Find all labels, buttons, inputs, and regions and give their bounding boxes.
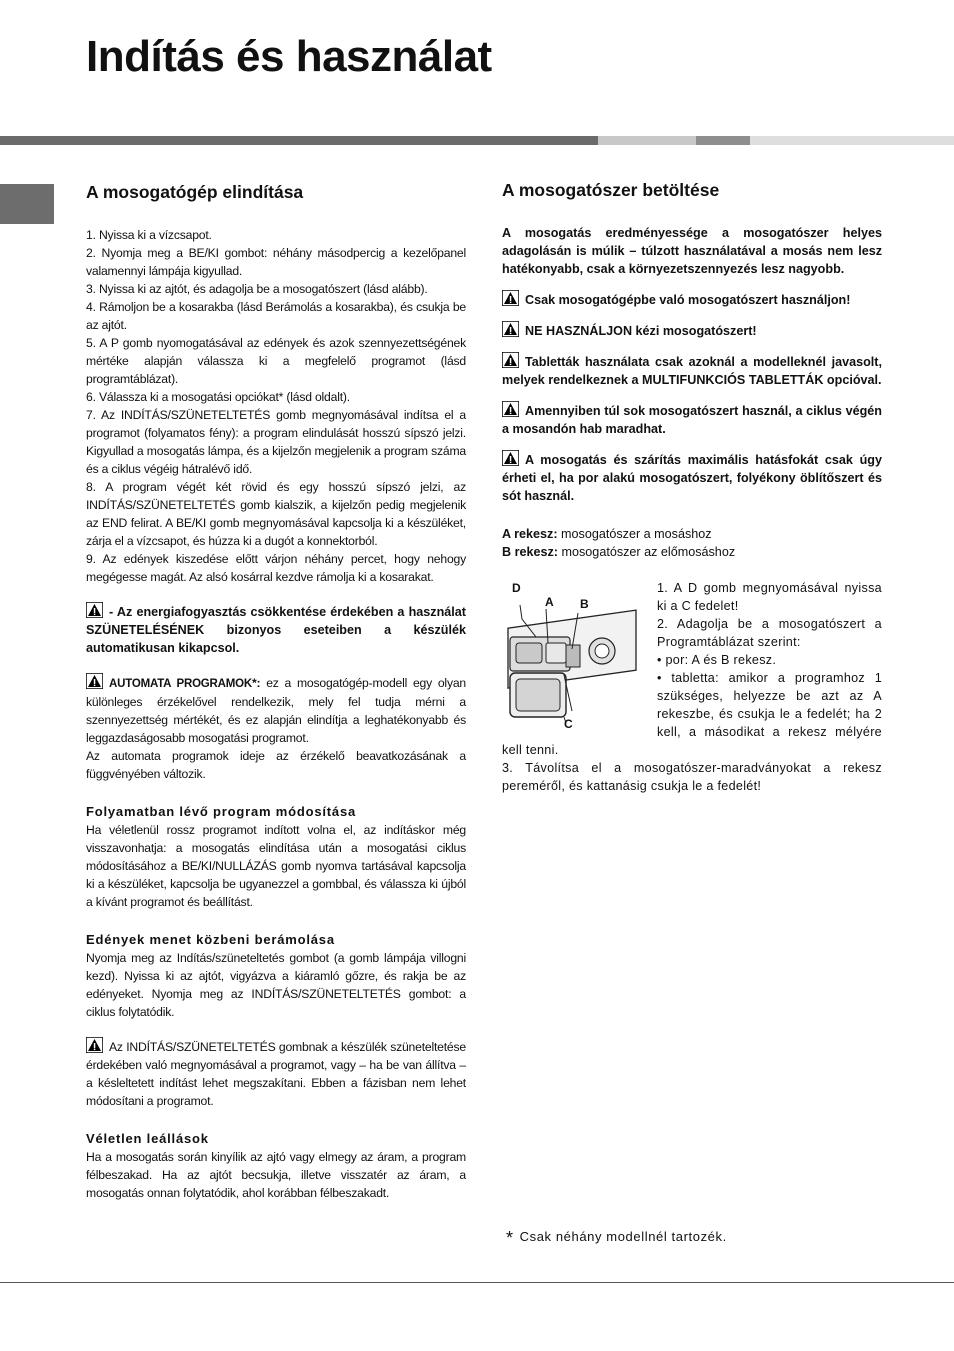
step-2: 2. Nyomja meg a BE/KI gombot: néhány másodpercig a kezelőpanel valamennyi lámpája kigyullad.: [86, 246, 466, 278]
footnote: [506, 1228, 727, 1249]
warning-no-hand-detergent: [502, 321, 882, 340]
auto-programs-text-2: Az automata programok ideje az érzékelő beavatkozásának a függvényében változik.: [86, 749, 466, 781]
warning-icon: [502, 401, 519, 417]
pause-warning-text: Az INDÍTÁS/SZÜNETELTETÉS gombnak a készülék szüneteltetése érdekében való megnyomásával a programot, vagy – ha be van állítva – a késleltetett indítást lehet megszakítani. Ebben a fázisban nem lehet módosítani a programot.: [86, 1040, 466, 1108]
pause-warning: [86, 1037, 466, 1110]
warning-dishwasher-only: [502, 290, 882, 309]
step-4: 4. Rámoljon be a kosarakba (lásd Berámolás a kosarakba), és csukja be az ajtót.: [86, 300, 466, 332]
warning-too-much: [502, 401, 882, 438]
diagram-label-d: D: [512, 581, 521, 595]
right-column: [502, 178, 882, 795]
section-tab-marker: [0, 184, 54, 224]
compartment-a: [502, 525, 882, 543]
compartment-b-label: B rekesz:: [502, 545, 559, 559]
left-column: [86, 180, 466, 1202]
warning-text-2: NE HASZNÁLJON kézi mosogatószert!: [525, 324, 757, 338]
header-rule-pale: [750, 136, 954, 145]
instruction-4: • tabletta: amikor a programhoz 1 szükséges, helyezze be azt az A rekeszbe, és csukja le a fedelét; ha 2 kell, a másodikat a rekesz mélyére kell tenni.: [502, 671, 882, 757]
auto-programs-star: *:: [252, 676, 261, 690]
warning-icon: [86, 673, 103, 689]
warning-icon: [86, 1037, 103, 1053]
auto-programs-label: AUTOMATA PROGRAMOK: [109, 678, 252, 690]
instruction-2: 2. Adagolja be a mosogatószert a Programtáblázat szerint:: [657, 617, 882, 649]
footnote-star: *: [506, 1228, 514, 1248]
header-rule-dark: [0, 136, 598, 145]
modify-heading: Folyamatban lévő program módosítása: [86, 804, 357, 819]
compartment-a-text: mosogatószer a mosáshoz: [561, 527, 712, 541]
energy-warning: [86, 602, 466, 657]
start-steps: [86, 226, 466, 586]
step-5: 5. A P gomb nyomogatásával az edények és azok szennyezettségének mértéke alapján válassza ki a megfelelő programot (lásd programtáblázat).: [86, 336, 466, 386]
header-rule-light: [598, 136, 696, 145]
warning-icon: [86, 602, 103, 618]
step-9: 9. Az edények kiszedése előtt várjon néhány percet, hogy nehogy megégesse magát. Az alsó kosárral kezdve rámolja ki a kosarakat.: [86, 552, 466, 584]
instruction-1: 1. A D gomb megnyomásával nyissa ki a C fedelet!: [657, 581, 882, 613]
compartment-a-label: A rekesz:: [502, 527, 558, 541]
step-1: 1. Nyissa ki a vízcsapot.: [86, 228, 212, 242]
instruction-5: 3. Távolítsa el a mosogatószer-maradványokat a rekesz pereméről, és kattanásig csukja le a fedelét!: [502, 761, 882, 793]
detergent-intro: A mosogatás eredményessége a mosogatószer helyes adagolásán is múlik – túlzott használatával a mosás nem lesz hatékonyabb, csak a környezetszennyezés lesz nagyobb.: [502, 226, 882, 276]
warning-icon: [502, 352, 519, 368]
load-heading: Edények menet közbeni berámolása: [86, 932, 335, 947]
footnote-text: Csak néhány modellnél tartozék.: [519, 1229, 727, 1244]
auto-programs: [86, 673, 466, 747]
stop-text: Ha a mosogatás során kinyílik az ajtó vagy elmegy az áram, a program félbeszakad. Ha az ajtót becsukja, illetve visszatér az áram, a mosogatás onnan folytatódik, ahol korábban félbeszakadt.: [86, 1150, 466, 1200]
stop-heading: Véletlen leállások: [86, 1131, 209, 1146]
warning-text-4: Amennyiben túl sok mosogatószert használ, a ciklus végén a mosandón hab maradhat.: [502, 404, 882, 436]
warning-icon: [502, 450, 519, 466]
warning-max-efficiency: [502, 450, 882, 505]
load-text: Nyomja meg az Indítás/szüneteltetés gombot (a gomb lámpája villogni kezd). Nyissa ki az ajtót, vigyázva a kiáramló gőzre, és rakja be az edényeket. Nyomja meg az INDÍTÁS/SZÜNETELTETÉS gombot: a ciklus folytatódik.: [86, 951, 466, 1019]
auto-programs-text: ez a mosogatógép-modell egy olyan különleges érzékelővel rendelkezik, mely fel tudja mérni a szennyezettség mértékét, és ez alapján elindítja a leghatékonyabb és leggazdaságosabb mosogatási programot.: [86, 676, 466, 745]
compartment-b-text: mosogatószer az előmosáshoz: [561, 545, 736, 559]
detergent-heading: A mosogatószer betöltése: [502, 180, 720, 200]
diagram-label-b: B: [580, 597, 589, 611]
step-6: 6. Válassza ki a mosogatási opciókat* (lásd oldalt).: [86, 390, 350, 404]
warning-icon: [502, 321, 519, 337]
warning-text-3: Tabletták használata csak azoknál a modelleknél javasolt, melyek rendelkeznek a MULTIFUNKCIÓS TABLETTÁK opcióval.: [502, 355, 882, 387]
instruction-3: • por: A és B rekesz.: [657, 653, 777, 667]
start-heading: A mosogatógép elindítása: [86, 182, 304, 202]
diagram-label-a: A: [545, 595, 554, 609]
warning-text-1: Csak mosogatógépbe való mosogatószert használjon!: [525, 293, 851, 307]
warning-tablets: [502, 352, 882, 389]
dispenser-section: [502, 579, 882, 795]
page-title: Indítás és használat: [86, 32, 492, 81]
compartment-b: [502, 543, 882, 561]
step-3: 3. Nyissa ki az ajtót, és adagolja be a mosogatószert (lásd alább).: [86, 282, 428, 296]
diagram-label-c: C: [564, 717, 573, 731]
header-rule-mid: [696, 136, 750, 145]
compartment-legend: [502, 525, 882, 561]
energy-warning-text: - Az energiafogyasztás csökkentése érdekében a használat SZÜNETELÉSÉNEK bizonyos eseteiben a készülék automatikusan kikapcsol.: [86, 605, 466, 655]
detergent-dispenser-illustration: [502, 579, 642, 729]
warning-text-5: A mosogatás és szárítás maximális hatásfokát csak úgy érheti el, ha por alakú mosogatószert, folyékony öblítőszert és sót használ.: [502, 453, 882, 503]
step-7: 7. Az INDÍTÁS/SZÜNETELTETÉS gomb megnyomásával indítsa el a programot (folyamatos fény): a program elindulását hosszú sípszó jelzi. Kigyullad a mosogatás lámpa, és a kijelzőn megjelenik a program száma és a ciklus végéig hátralévő idő.: [86, 408, 466, 476]
step-8: 8. A program végét két rövid és egy hosszú sípszó jelzi, az INDÍTÁS/SZÜNETELTETÉS gomb kialszik, a kijelzőn pedig megjelenik az END felirat. A BE/KI gomb megnyomásával kapcsolja ki a készüléket, zárja el a vízcsapot, és húzza ki a dugót a konnektorból.: [86, 480, 466, 548]
footer-rule: [0, 1282, 954, 1283]
warning-icon: [502, 290, 519, 306]
modify-text: Ha véletlenül rossz programot indított volna el, az indításkor még visszavonhatja: a mosogatás elindítása után a mosogatási ciklus módosításához a BE/KI/NULLÁZÁS gomb nyomva tartásával kapcsolja ki a készüléket, kapcsolja be ugyanezzel a gombbal, és válassza ki újból a kívánt programot és beállítást.: [86, 823, 466, 909]
